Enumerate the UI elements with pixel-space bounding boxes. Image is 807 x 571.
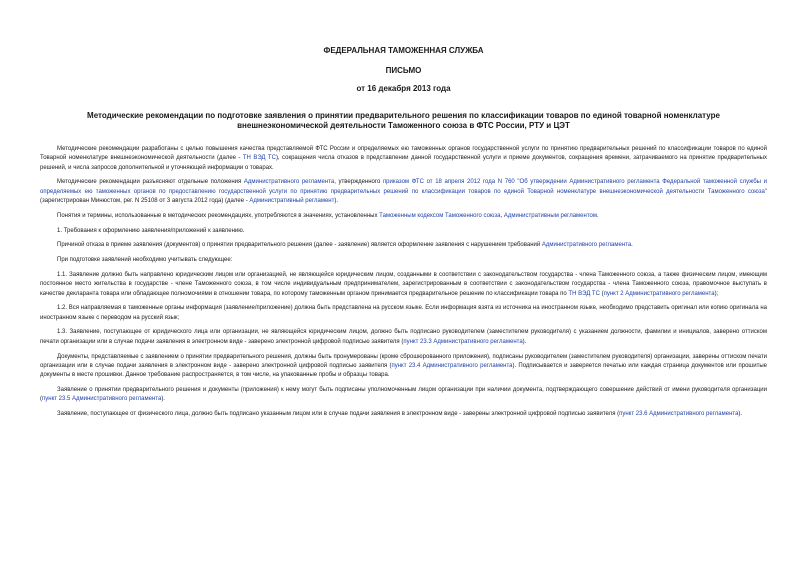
organization-heading: ФЕДЕРАЛЬНАЯ ТАМОЖЕННАЯ СЛУЖБА — [323, 46, 484, 55]
document-type-heading: ПИСЬМО — [385, 66, 422, 75]
text-segment: Понятия и термины, использованные в методических рекомендациях, употребляются в значениях, установленных — [57, 212, 380, 219]
text-segment: ). — [334, 197, 339, 204]
paragraph-preparation — [40, 256, 767, 265]
link-administrative-regulation[interactable]: Административным регламентом — [503, 212, 597, 219]
text-segment: При подготовке заявлений необходимо учитывать следующее: — [57, 257, 233, 264]
text-segment: ), сокращения числа отказов в представлении данной государственной услуги и приеме документов, сокращения времени, затрачиваемого на принятие предварительных решений, и числа запросов дополнительной и уточняющей информации о товарах. — [40, 155, 767, 171]
link-tn-ved-ts[interactable]: ТН ВЭД ТС — [242, 155, 276, 162]
text-segment: 1.2. Вся направляемая в таможенные органы информация (заявление/приложение) должна быть представлена на русском языке. Если информация взята из источника на иностранном языке, необходимо представить оригинал или копию оригинала на иностранном языке с переводом на русский язык; — [40, 305, 767, 321]
link-regulation-point-2[interactable]: пункт 2 Административного регламента — [603, 290, 715, 297]
paragraph-1-2 — [40, 304, 767, 323]
text-segment: ). — [161, 396, 165, 403]
text-segment: Методические рекомендации разработаны с целью повышения качества представляемой ФТС России и определяемых ею таможенных органов государственной услуги по принятию предварительных решений по классификации товаров по единой Товарной номенклатуре внешнеэкономической деятельности (далее - — [40, 146, 767, 162]
text-segment: . — [631, 242, 633, 249]
text-segment: . — [596, 212, 599, 219]
text-segment: ). Подписывается и заверяется печатью или каждая страница документов или прошитые документы в месте прошивки. Данное требование распространяется, в том числе, на упакованные пробы и образцы товара. — [40, 362, 767, 379]
link-regulation-point-23-5[interactable]: пункт 23.5 Административного регламента — [42, 396, 162, 403]
paragraph-refusal-reason — [40, 241, 767, 250]
text-segment: Заявление, поступающее от физического лица, должно быть подписано указанным лицом или в случае подачи заявления в электронном виде - заверены электронной цифровой подписью заявителя ( — [57, 411, 620, 418]
section-heading-1 — [40, 227, 767, 236]
paragraph-purpose — [40, 145, 767, 173]
text-segment: ). — [522, 338, 527, 345]
paragraph-documents — [40, 353, 767, 381]
document-body — [40, 145, 767, 419]
paragraph-individual — [40, 410, 767, 419]
link-regulation-point-23-6[interactable]: пункт 23.6 Административного регламента — [619, 411, 739, 418]
link-tn-ved-ts[interactable]: ТН ВЭД ТС — [568, 290, 600, 297]
document-title: Методические рекомендации по подготовке заявления о принятии предварительного решения по классификации товаров по единой товарной номенклатуре внешнеэкономической деятельности Таможенного союза в ФТС России, РТУ и ЦЭТ — [87, 111, 720, 130]
link-administrative-regulation[interactable]: Административного регламента — [541, 242, 632, 249]
paragraph-1-3 — [40, 328, 767, 347]
text-segment: 1.1. Заявление должно быть направлено юридическим лицом или организацией, не являющейся юридическим лицом, созданными в соответствии с законодательством государства - члена Таможенного союза, а также физическим лицом, имеющим постоянное место жительства в государстве - члене Таможенного союза, в том числе индивидуальным предпринимателем, зарегистрированным в соответствии с законодательством государства - члена Таможенного союза, правомочное выступать в качестве декларанта товара или обладающее полномочиями в отношении товара, по которому таможенным органом принимается предварительное решение по классификации товара по — [40, 271, 767, 297]
link-fts-order-760[interactable]: приказом ФТС от 18 апреля 2012 года N 760 "Об утверждении Административного регламента Федеральной таможенной службы и определяемых ею таможенных органов по предоставлению государственной услуги по принятию предварительных решений по классификации товаров по единой Товарной номенклатуре внешнеэкономической деятельности Таможенного союза" — [40, 179, 767, 195]
text-segment: (зарегистрирован Минюстом, рег. N 25108 от 3 августа 2012 года) (далее - — [40, 197, 250, 204]
link-regulation-point-23-3[interactable]: пункт 23.3 Административного регламента — [403, 338, 523, 345]
document-page — [40, 40, 767, 419]
text-segment: Методические рекомендации разъясняют отдельные положения — [57, 179, 244, 186]
text-segment: 1. Требования к оформлению заявления/приложений к заявлению. — [57, 227, 245, 234]
paragraph-1-1 — [40, 271, 767, 299]
link-administrative-regulation[interactable]: Административного регламента — [243, 179, 335, 186]
link-regulation-point-23-4[interactable]: пункт 23.4 Административного регламента — [391, 362, 513, 369]
document-date: от 16 декабря 2013 года — [356, 84, 451, 93]
text-segment: Документы, представляемые с заявлением о принятии предварительного решения, должны быть пронумерованы (кроме сброшюрованного приложения), подписаны руководителем (заместителем руководителя) организации, заверены оттиском печати организации или в случае подачи заявления в электронном виде - заверено электронной цифровой подписью заявителя ( — [40, 353, 767, 369]
text-segment: Заявление о принятии предварительного решения и документы (приложения) к нему могут быть подписаны уполномоченным лицом организации при наличии документа, подтверждающего совершение действий от имени руководителя организации ( — [40, 386, 767, 403]
text-segment: ). — [738, 411, 743, 418]
text-segment: , утвержденного — [334, 179, 383, 186]
text-segment: 1.3. Заявление, поступающее от юридического лица или организации, не являющейся юридическим лицом, должно быть подписано руководителем (заместителем руководителя) с указанием должности, фамилии и инициалов, заверено оттиском печати организации или в случае подачи заявления в электронном виде - заверено электронной цифровой подписью заявителя ( — [40, 329, 767, 345]
paragraph-regulation — [40, 178, 767, 206]
text-segment: Причиной отказа в приеме заявления (документов) о принятии предварительного решения (далее - заявление) является оформление заявления с нарушением требований — [57, 242, 542, 249]
link-administrative-regulation-short[interactable]: Административный регламент — [249, 197, 335, 204]
text-segment: , — [500, 212, 504, 219]
link-customs-code[interactable]: Таможенным кодексом Таможенного союза — [379, 212, 501, 219]
text-segment: ); — [714, 290, 719, 297]
paragraph-terms — [40, 212, 767, 221]
paragraph-authorized-person — [40, 386, 767, 405]
text-segment: ( — [599, 290, 604, 297]
